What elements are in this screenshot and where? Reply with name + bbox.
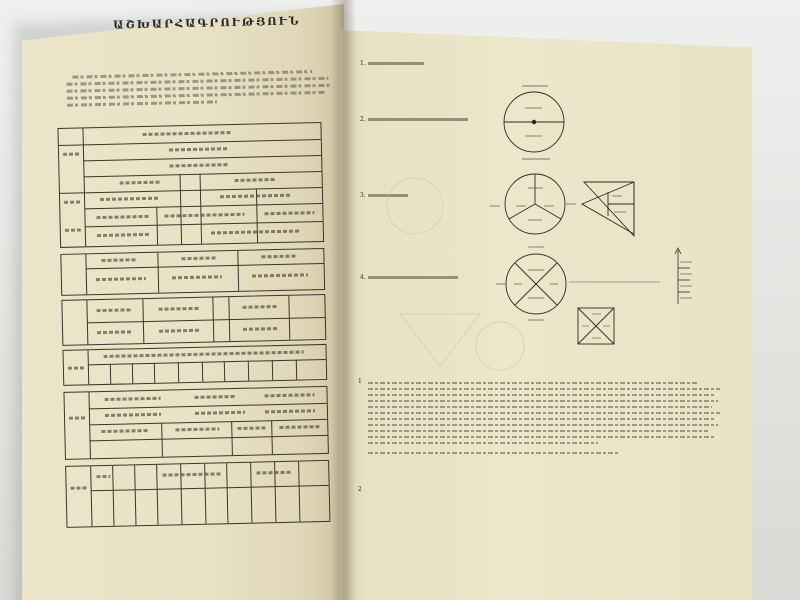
diagram-triangle: [582, 182, 634, 236]
intro-paragraph: [66, 70, 335, 111]
conjugation-table-1: [57, 122, 324, 248]
footnote-number: 1: [358, 378, 362, 385]
item-number: 2.: [360, 116, 366, 123]
conjugation-table-4: [62, 344, 327, 386]
footnote-number: 2: [358, 486, 362, 493]
item-number: 1.: [360, 60, 366, 67]
conjugation-table-5: [63, 386, 328, 460]
page-title: ԱՇԽԱՐՀԱԳՐՈՒԹՅՈՒՆ: [112, 14, 301, 32]
vertical-arrow-scale: [675, 248, 690, 304]
footnotes: [358, 378, 728, 493]
diagrams: [360, 46, 740, 376]
conjugation-table-2: [60, 248, 325, 296]
left-page-content: [55, 14, 348, 580]
item-number: 3.: [360, 192, 366, 199]
conjugation-table-3: [61, 294, 326, 346]
item-number: 4.: [360, 274, 366, 281]
right-page-content: [360, 46, 740, 586]
conjugation-table-6: [65, 460, 330, 528]
diagram-circle-halves: [504, 92, 564, 152]
diagram-circle-thirds: [505, 174, 565, 234]
